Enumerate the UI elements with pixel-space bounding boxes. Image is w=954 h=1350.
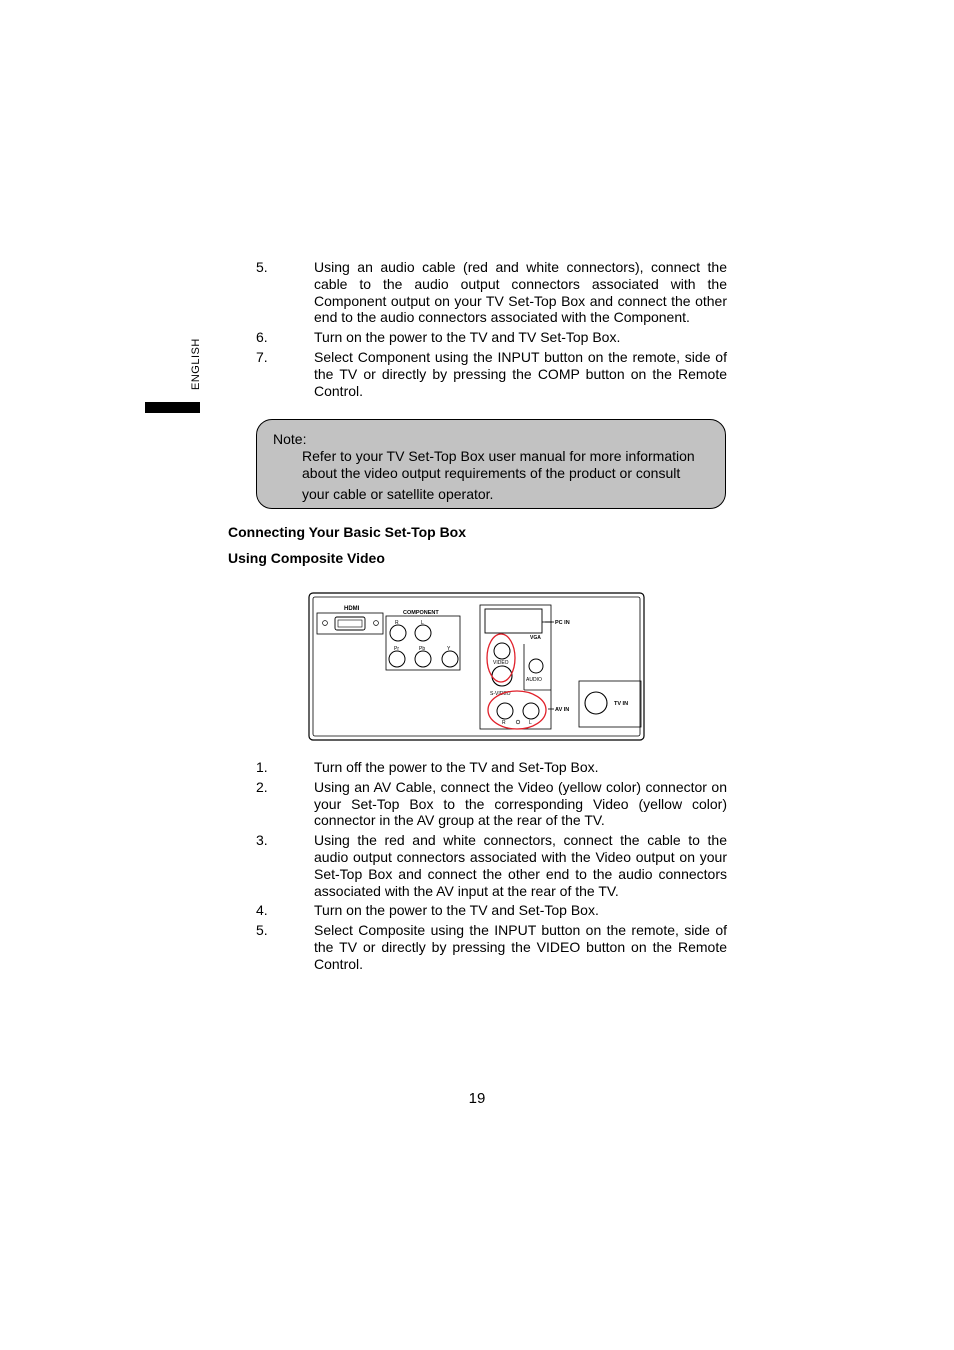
step-number: 2. [256, 778, 268, 795]
language-tab-marker [145, 402, 200, 413]
component-l-label: L [421, 620, 424, 626]
note-body [302, 448, 714, 502]
step-number: 7. [256, 348, 268, 365]
component-label: COMPONENT [403, 610, 439, 616]
steps-list-top [256, 259, 727, 402]
step-text: Select Component using the INPUT button on the remote, side of the TV or directly by pressing the COMP button on the Remote Control. [314, 348, 727, 399]
step-text: Turn off the power to the TV and Set-Top Box. [314, 759, 599, 775]
audio-label: AUDIO [526, 677, 542, 683]
step-number: 6. [256, 329, 268, 346]
list-item [256, 329, 727, 346]
list-item [256, 349, 727, 399]
step-text: Turn on the power to the TV and Set-Top Box. [314, 902, 599, 919]
list-item [256, 922, 727, 972]
subsection-heading: Using Composite Video [228, 550, 385, 566]
av-r-label: R [502, 720, 506, 726]
note-text-end: your cable or satellite operator. [302, 485, 494, 502]
step-number: 5. [256, 922, 268, 939]
section-heading: Connecting Your Basic Set-Top Box [228, 524, 467, 540]
list-item [256, 779, 727, 829]
list-item [256, 259, 727, 326]
step-number: 5. [256, 259, 268, 275]
pc-in-label: PC IN [555, 620, 570, 626]
step-number: 4. [256, 902, 268, 919]
panel-outer-frame [309, 593, 644, 740]
note-box [256, 419, 726, 509]
component-pb-label: Pb [419, 646, 426, 652]
page-number: 19 [468, 1090, 486, 1107]
component-y-label: Y [447, 646, 451, 652]
note-text: Refer to your TV Set-Top Box user manual for more information about the video output requirements of the product or consult [302, 448, 695, 481]
list-item [256, 759, 727, 776]
av-in-label: AV IN [555, 707, 570, 713]
s-video-label: S-VIDEO [490, 691, 511, 697]
step-text: Using an audio cable (red and white connectors), connect the cable to the audio output connectors associated with the Component output on your TV Set-Top Box and connect the other end to the audio connectors associated with the Component. [314, 259, 727, 326]
hdmi-label: HDMI [344, 606, 360, 612]
step-text: Select Composite using the INPUT button on the remote, side of the TV or directly by pressing the VIDEO button on the Remote Control. [314, 922, 727, 972]
step-text: Using the red and white connectors, connect the cable to the audio output connectors associated with the Video output on your Set-Top Box and connect the other end to the audio connectors associated with the AV input at the rear of the TV. [314, 832, 727, 899]
steps-list-bottom [256, 759, 727, 976]
list-item [256, 902, 727, 919]
step-number: 3. [256, 832, 268, 849]
step-text: Using an AV Cable, connect the Video (yellow color) connector on your Set-Top Box to the corresponding Video (yellow color) connector in the AV group at the rear of the TV. [314, 778, 727, 829]
component-pr-label: Pr [394, 646, 399, 652]
language-tab-label: ENGLISH [190, 338, 202, 390]
tv-rear-panel-diagram [308, 592, 645, 742]
video-label: VIDEO [493, 660, 509, 666]
tv-in-label: TV IN [614, 701, 629, 707]
component-r-label: R [395, 620, 399, 626]
note-title: Note: [273, 431, 307, 447]
vga-label: VGA [530, 635, 541, 641]
av-l-label: L [529, 720, 532, 726]
step-number: 1. [256, 759, 268, 775]
list-item [256, 832, 727, 899]
step-text: Turn on the power to the TV and TV Set-Top Box. [314, 329, 621, 346]
